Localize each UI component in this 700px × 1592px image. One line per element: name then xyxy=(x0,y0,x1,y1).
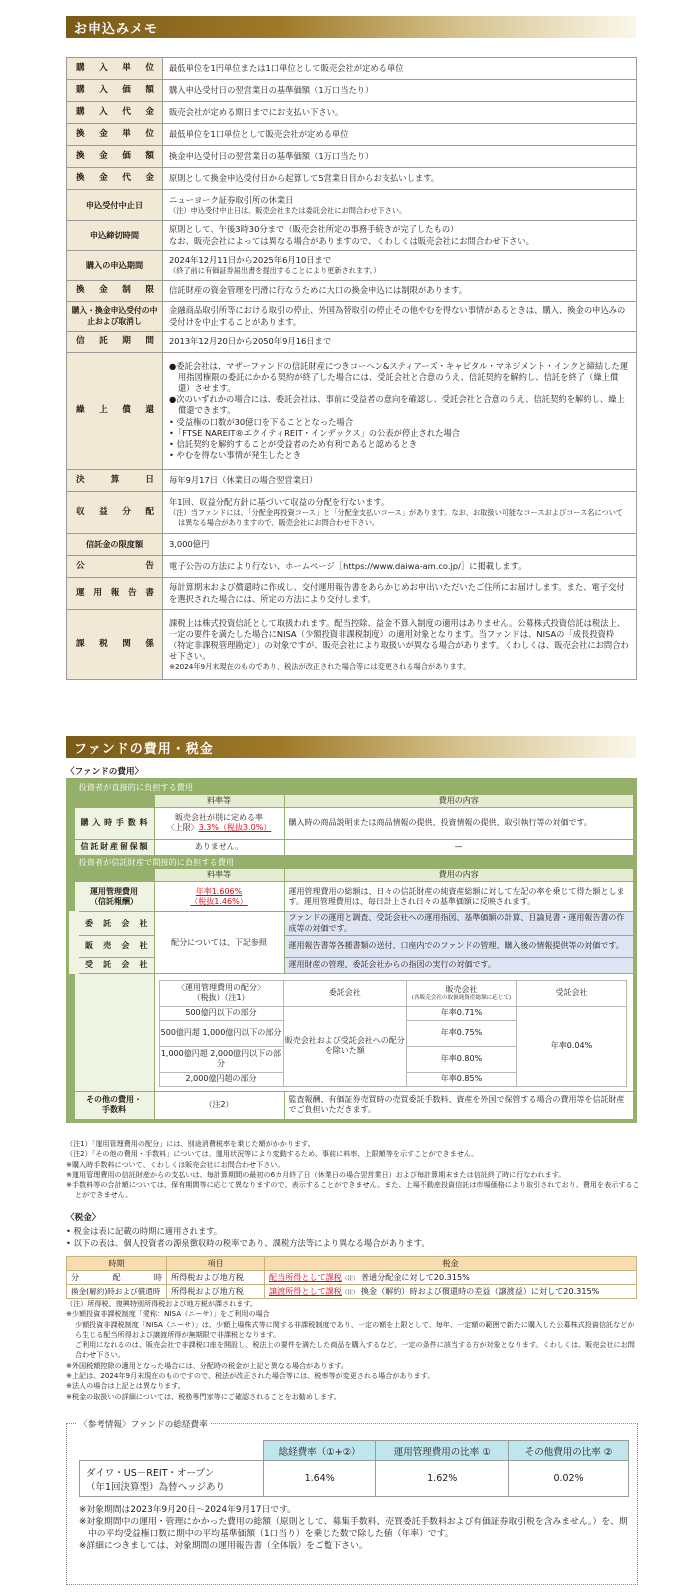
other-fee-rate: （注2） xyxy=(154,1091,284,1119)
note-item: ※運用管理費用の信託財産からの支払いは、毎計算期間の最初の6カ月終了日（休業日の場合翌営業日）および毎計算期末または信託終了時に行なわれます。 xyxy=(66,1169,566,1179)
row-value: 3,000億円 xyxy=(163,534,637,556)
tax-kind: 配当所得として課税 xyxy=(269,1272,342,1282)
table-row xyxy=(67,190,637,221)
memo-section-header xyxy=(66,16,636,38)
value-text: ニューヨーク証券取引所の休業日 xyxy=(169,194,294,205)
other-fee-label xyxy=(74,1091,154,1119)
row-label: 購入・換金申込受付の中止および取消し xyxy=(67,302,163,332)
reference-box xyxy=(66,1420,638,1585)
row-label: 換金価額 xyxy=(67,146,163,168)
ratio-header: その他費用の比率 ② xyxy=(509,1441,629,1461)
header-text: 〈運用管理費用の配分〉 xyxy=(177,983,265,993)
table-row xyxy=(67,353,637,470)
note-item: （注）所得税、復興特別所得税および地方税が課されます。 xyxy=(66,1299,257,1308)
row-label: 申込受付中止日 xyxy=(67,190,163,221)
tax-timing: 分配時 xyxy=(67,1271,167,1285)
reference-title: 〈参考情報〉ファンドの総経費率 xyxy=(76,1418,211,1430)
table-row xyxy=(67,578,637,610)
value-text: なお、販売会社によっては異なる場合がありますので、くわしくは販売会社にお問合わせ下さい。 xyxy=(169,235,534,246)
table-row xyxy=(67,168,637,190)
tier-label: 500億円以下の部分 xyxy=(159,1006,283,1020)
label-text: その他の費用・ xyxy=(86,1095,142,1105)
sales-rate: 年率0.75% xyxy=(407,1020,517,1046)
fund-name-line: ダイワ・US－REIT・オープン xyxy=(86,1467,215,1479)
value-text: 課税上は株式投資信託として取扱われます。配当控除、益金不算入制度の適用はありません。公募株式投資信託は税法上、一定の要件を満たした場合にNISA（少額投資非課税制度）の適用対象となります。当ファンドは、NISAの「成長投資枠（特定非課税管理勘定）」の対象ですが、販売会社により取扱いが異なる場合があります。くわしくは、販売会社にお問合わせ下さい。 xyxy=(169,617,629,661)
tax-bullets xyxy=(66,1225,641,1249)
mgmt-fee-ratio: 1.62% xyxy=(376,1461,509,1497)
table-row xyxy=(67,610,637,680)
table-row xyxy=(67,102,637,124)
expense-ratio-table xyxy=(79,1440,629,1497)
allocation-label: 委託会社 xyxy=(74,912,154,935)
table-row xyxy=(67,80,637,102)
header-text: 販売会社 xyxy=(445,984,478,994)
row-value xyxy=(163,353,637,470)
table-row xyxy=(67,492,637,534)
row-label: 購入価額 xyxy=(67,80,163,102)
list-item: •「FTSE NAREIT®エクイティREIT・インデックス」の公表が停止された場合 xyxy=(169,427,461,438)
bullet-item: • 以下の表は、個人投資者の源泉徴収時の税率であり、課税方法等により異なる場合があります。 xyxy=(66,1238,430,1249)
buy-fee-rate xyxy=(154,807,284,839)
row-label: 公告 xyxy=(67,556,163,578)
tax-note-ref: （注） xyxy=(341,1276,359,1282)
row-value: 購入申込受付日の翌営業日の基準価額（1万口当たり） xyxy=(163,80,637,102)
list-item: ●委託会社は、マザーファンドの信託財産につきコーヘン&スティアーズ・キャピタル・マネジメント・インクと締結した運用指図権限の委託にかかる契約が終了した場合には、受託会社と合意のうえ、信託契約を解約し、信託を終了（繰上償還）させます。 xyxy=(169,361,629,394)
tax-timing: 換金(解約)時および償還時 xyxy=(67,1285,167,1299)
row-value xyxy=(163,221,637,251)
fee-table xyxy=(66,778,637,1123)
row-label: 換金代金 xyxy=(67,168,163,190)
note-item: ※手数料等の合計額については、保有期間等に応じて異なりますので、表示することができません。また、上場不動産投資信託は市場価格により取引されており、費用を表示することができません。 xyxy=(66,1180,640,1200)
buy-fee-label: 購入時手数料 xyxy=(74,807,154,839)
note-item: ※詳細につきましては、対象期間の運用報告書（全体版）をご覧下さい。 xyxy=(79,1540,368,1551)
row-label: 購入代金 xyxy=(67,102,163,124)
allocation-note: 配分については、下記参照 xyxy=(154,912,284,973)
row-label: 課税関係 xyxy=(67,610,163,680)
note-item: ※対象期間は2023年9月20日～2024年9月17日です。 xyxy=(79,1505,296,1515)
retention-label: 信託財産留保額 xyxy=(74,839,154,855)
tax-note-ref: （注） xyxy=(341,1290,359,1296)
value-note: （終了前に有価証券届出書を提出することにより更新されます。） xyxy=(169,266,381,276)
table-row xyxy=(67,302,637,332)
row-value: 電子公告の方法により行ない、ホームページ［https://www.daiwa-am.co.jp/］に掲載します。 xyxy=(163,556,637,578)
reference-notes xyxy=(79,1505,631,1553)
allocation-content: ファンドの運用と調査、受託会社への運用指図、基準価額の計算、目論見書・運用報告書の作成等の対価です。 xyxy=(284,912,634,935)
header-text: （税抜）（注1） xyxy=(192,993,250,1003)
mgmt-fee-label xyxy=(74,882,154,912)
total-expense-ratio: 1.64% xyxy=(264,1461,376,1497)
row-value: 換金申込受付日の翌営業日の基準価額（1万口当たり） xyxy=(163,146,637,168)
row-value: 信託財産の資金管理を円滑に行なうために大口の換金申込には制限があります。 xyxy=(163,281,637,302)
note-item: ※少額投資非課税制度「愛称：NISA（ニーサ）」をご利用の場合 xyxy=(66,1309,270,1319)
row-value: 原則として換金申込受付日から起算して5営業日目からお支払いします。 xyxy=(163,168,637,190)
tax-desc: 換金（解約）時および償還時の差益（譲渡益）に対して20.315% xyxy=(360,1286,600,1296)
row-value: 販売会社が定める期日までにお支払い下さい。 xyxy=(163,102,637,124)
table-row xyxy=(67,146,637,168)
fee-subtitle: 〈ファンドの費用〉 xyxy=(66,767,144,777)
tax-subtitle: 〈税金〉 xyxy=(66,1213,101,1223)
row-label: 信託期間 xyxy=(67,332,163,353)
allocation-content: 運用財産の管理、委託会社からの指図の実行の対価です。 xyxy=(284,957,634,973)
tax-header: 時期 xyxy=(67,1257,167,1271)
rate-text: （税抜1.46%） xyxy=(190,896,248,906)
tax-item: 所得税および地方税 xyxy=(167,1285,265,1299)
label-text: （信託報酬） xyxy=(90,896,138,906)
row-value: 2013年12月20日から2050年9月16日まで xyxy=(163,332,637,353)
note-item: ※上記は、2024年9月末現在のものですので、税法が改正された場合等には、税率等が変更される場合があります。 xyxy=(66,1370,435,1380)
alloc-header: 委託会社 xyxy=(283,980,407,1006)
tax-detail xyxy=(265,1271,637,1285)
rate-text: 販売会社が別に定める率 xyxy=(175,813,263,822)
tier-label: 500億円超 1,000億円以下の部分 xyxy=(159,1020,283,1046)
retention-content: — xyxy=(284,839,634,855)
retention-rate: ありません。 xyxy=(154,839,284,855)
tax-detail xyxy=(265,1285,637,1299)
note-item: （注2）「その他の費用・手数料」については、運用状況等により変動するため、事前に料率、上限額等を示すことができません。 xyxy=(66,1149,479,1159)
table-row xyxy=(67,124,637,146)
allocation-table xyxy=(159,980,628,1087)
row-value: 毎年9月17日（休業日の場合翌営業日） xyxy=(163,470,637,492)
header-content: 費用の内容 xyxy=(284,794,634,807)
value-note: ※2024年9月末現在のものであり、税法が改正された場合等には変更される場合があります。 xyxy=(169,661,471,671)
allocation-content: 運用報告書等各種書類の送付、口座内でのファンドの管理、購入後の情報提供等の対価です。 xyxy=(284,935,634,957)
header-note: (各販売会社の取扱純資産総額に応じて) xyxy=(411,994,512,1001)
alloc-header: 受託会社 xyxy=(517,980,627,1006)
row-value xyxy=(163,610,637,680)
alloc-header xyxy=(407,980,517,1006)
header-content: 費用の内容 xyxy=(284,869,634,882)
ratio-header: 総経費率（①+②） xyxy=(264,1441,376,1461)
list-item: ●次のいずれかの場合には、委託会社は、事前に受益者の意向を確認し、受託会社と合意のうえ、信託契約を解約し、繰上償還できます。 xyxy=(169,394,625,416)
row-label: 換金制限 xyxy=(67,281,163,302)
row-value xyxy=(163,251,637,281)
value-text: 年1回、収益分配方針に基づいて収益の分配を行ないます。 xyxy=(169,497,390,508)
buy-fee-content: 購入時の商品説明または商品情報の提供、投資情報の提供、取引執行等の対価です。 xyxy=(284,807,634,839)
sales-rate: 年率0.80% xyxy=(407,1046,517,1072)
table-row xyxy=(67,58,637,80)
tier-label: 2,000億円超の部分 xyxy=(159,1072,283,1086)
list-item: • やむを得ない事情が発生したとき xyxy=(169,449,301,460)
row-label: 信託金の限度額 xyxy=(67,534,163,556)
row-value: 最低単位を1口単位として販売会社が定める単位 xyxy=(163,124,637,146)
header-rate: 料率等 xyxy=(154,794,284,807)
list-item: • 信託契約を解約することが受益者のため有利であると認めるとき xyxy=(169,438,418,449)
value-text: 原則として、午後3時30分まで（販売会社所定の事務手続きが完了したもの） xyxy=(169,224,459,235)
mgmt-fee-content: 運用管理費用の総額は、日々の信託財産の純資産総額に対して左記の率を乗じて得た額とします。運用管理費用は、毎日計上され日々の基準価額に反映されます。 xyxy=(284,882,634,912)
row-label: 繰上償還 xyxy=(67,353,163,470)
list-item: • 受益権の口数が30億口を下ることとなった場合 xyxy=(169,416,354,427)
mgmt-fee-rate xyxy=(154,882,284,912)
table-row xyxy=(67,251,637,281)
sales-rate: 年率0.71% xyxy=(407,1006,517,1020)
tax-notes xyxy=(66,1299,641,1402)
table-row xyxy=(67,221,637,251)
other-fee-content: 監査報酬、有価証券売買時の売買委託手数料、資産を外国で保管する場合の費用等を信託財産でご負担いただきます。 xyxy=(284,1091,634,1119)
allocation-label: 販売会社 xyxy=(74,935,154,957)
value-note: （注）申込受付中止日は、販売会社または委託会社にお問合わせ下さい。 xyxy=(169,205,407,215)
label-text: 運用管理費用 xyxy=(90,886,138,896)
label-text: 手数料 xyxy=(102,1105,126,1115)
row-value: 毎計算期末および償還時に作成し、交付運用報告書をあらかじめお申出いただいたご住所にお届けします。また、電子交付を選択された場合には、所定の方法により交付します。 xyxy=(163,578,637,610)
note-item: 少額投資非課税制度「NISA（ニーサ）」は、少額上場株式等に関する非課税制度であり、一定の額を上限として、毎年、一定額の範囲で新たに購入した公募株式投資信託などから生じる配当所得および譲渡所得が無期限で非課税となります。 xyxy=(75,1319,635,1339)
row-label: 決算日 xyxy=(67,470,163,492)
tax-item: 所得税および地方税 xyxy=(167,1271,265,1285)
note-item: （注1）「運用管理費用の配分」には、別途消費税率を乗じた額がかかります。 xyxy=(66,1139,315,1148)
row-label: 購入単位 xyxy=(67,58,163,80)
row-value: 金融商品取引所等における取引の停止、外国為替取引の停止その他やむを得ない事情があるときは、購入、換金の申込みの受付けを中止することがあります。 xyxy=(163,302,637,332)
note-item: ※外国税額控除の適用となった場合には、分配時の税金が上記と異なる場合があります。 xyxy=(66,1360,349,1370)
trustee-rate: 年率0.04% xyxy=(517,1006,627,1086)
fee-section-header xyxy=(66,736,636,758)
bullet-item: • 税金は表に記載の時期に適用されます。 xyxy=(66,1226,223,1236)
other-cost-ratio: 0.02% xyxy=(509,1461,629,1497)
section-title: ファンドの費用・税金 xyxy=(74,742,214,757)
tax-header: 税金 xyxy=(265,1257,637,1271)
note-item: ※税金の取扱いの詳細については、税務専門家等にご確認されることをお勧めします。 xyxy=(66,1391,341,1401)
row-label: 運用報告書 xyxy=(67,578,163,610)
table-row xyxy=(67,534,637,556)
header-rate: 料率等 xyxy=(154,869,284,882)
note-item: ※対象期間中の運用・管理にかかった費用の総額（原則として、募集手数料、売買委託手数料および有価証券取引税を含みません。）を、期中の平均受益権口数に期中の平均基準価額（1口当り）を乗じた数で除した値（年率）です。 xyxy=(79,1516,628,1539)
row-value: 最低単位を1円単位または1口単位として販売会社が定める単位 xyxy=(163,58,637,80)
table-row xyxy=(67,332,637,353)
memo-table xyxy=(66,57,637,680)
section-title: お申込みメモ xyxy=(74,22,159,37)
fund-name xyxy=(80,1461,264,1497)
row-label: 購入の申込期間 xyxy=(67,251,163,281)
indirect-fee-bar: 投資者が信託財産で間接的に負担する費用 xyxy=(74,855,634,869)
row-value xyxy=(163,492,637,534)
note-item: ※購入時手数料について、くわしくは販売会社にお問合わせ下さい。 xyxy=(66,1159,285,1169)
fee-notes xyxy=(66,1139,641,1201)
value-text: 2024年12月11日から2025年6月10日まで xyxy=(169,255,332,266)
tax-table xyxy=(66,1256,637,1299)
rate-text: 年率1.606% xyxy=(195,886,243,896)
tax-kind: 譲渡所得として課税 xyxy=(269,1286,342,1296)
table-row xyxy=(67,556,637,578)
row-label: 申込締切時間 xyxy=(67,221,163,251)
table-row xyxy=(67,281,637,302)
allocation-label: 受託会社 xyxy=(74,957,154,973)
note-item: ※法人の場合は上記とは異なります。 xyxy=(66,1381,185,1391)
rate-text: 〈上限〉 xyxy=(166,823,199,833)
alloc-header xyxy=(159,980,283,1006)
direct-fee-bar: 投資者が直接的に負担する費用 xyxy=(74,781,634,795)
sales-rate: 年率0.85% xyxy=(407,1072,517,1086)
row-value xyxy=(163,190,637,221)
value-note: （注）当ファンドには、「分配金再投資コース」と「分配金支払いコース」があります。なお、お取扱い可能なコースおよびコース名については異なる場合がありますので、販売会社にお問合わせ下さい。 xyxy=(169,508,624,528)
rate-cap: 3.3%（税抜3.0%） xyxy=(198,823,272,833)
ratio-header: 運用管理費用の比率 ① xyxy=(376,1441,509,1461)
table-row xyxy=(67,470,637,492)
row-label: 換金単位 xyxy=(67,124,163,146)
tax-header: 項目 xyxy=(167,1257,265,1271)
tax-desc: 普通分配金に対して20.315% xyxy=(360,1272,470,1282)
row-label: 収益分配 xyxy=(67,492,163,534)
fund-name-line: （年1回決算型）為替ヘッジあり xyxy=(86,1481,226,1493)
tier-label: 1,000億円超 2,000億円以下の部分 xyxy=(159,1046,283,1072)
manager-allocation: 販売会社および受託会社への配分を除いた額 xyxy=(283,1006,407,1086)
note-item: ご利用になれるのは、販売会社で非課税口座を開設し、税法上の要件を満たした商品を購入するなど、一定の条件に該当する方が対象となります。くわしくは、販売会社にお問合わせ下さい。 xyxy=(75,1340,635,1360)
